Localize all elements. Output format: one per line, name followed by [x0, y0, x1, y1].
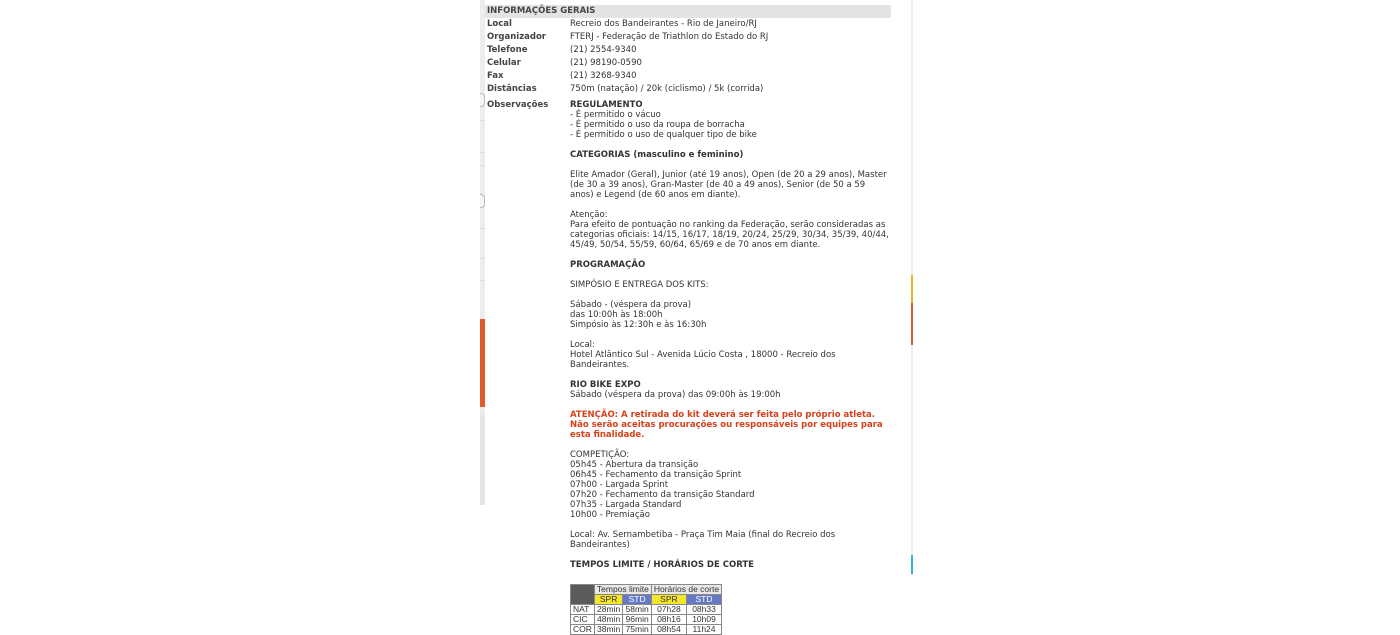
yellow-accent-bar — [911, 275, 913, 303]
info-label: Telefone — [487, 45, 528, 55]
sub-header-spr: SPR — [651, 595, 686, 605]
info-row-telefone — [485, 44, 891, 57]
local-text: Hotel Atlântico Sul - Avenida Lúcio Costa , 18000 - Recreio dos Bandeirantes. — [570, 350, 836, 370]
cell: 28min — [594, 605, 622, 615]
tempos-title: TEMPOS LIMITE / HORÁRIOS DE CORTE — [570, 560, 754, 570]
info-value: (21) 3268-9340 — [570, 71, 637, 81]
group-header: Horários de corte — [651, 585, 721, 595]
cell: 08h16 — [651, 615, 686, 625]
simposio-line: Sábado - (véspera da prova) — [570, 300, 692, 310]
blue-accent-bar — [911, 555, 913, 574]
info-row-observacoes — [485, 96, 891, 635]
simposio-line: Simpósio às 12:30h e às 16:30h — [570, 320, 707, 330]
info-row-celular — [485, 57, 891, 70]
competicao-line: 06h45 - Fechamento da transição Sprint — [570, 470, 742, 480]
cell: 38min — [594, 625, 622, 635]
row-header: COR — [571, 625, 595, 635]
sub-header-spr: SPR — [594, 595, 622, 605]
info-row-fax — [485, 70, 891, 83]
info-label: Celular — [487, 58, 521, 68]
competicao-line: 07h00 - Largada Sprint — [570, 480, 669, 490]
info-table — [485, 18, 891, 635]
cell: 11h24 — [686, 625, 721, 635]
competicao-line: 10h00 - Premiação — [570, 510, 650, 520]
table-row — [571, 615, 722, 625]
atencao-text: Para efeito de pontuação no ranking da Federação, serão consideradas as categorias oficiais: 14/15, 16/17, 18/19, 20/24, 25/29, 30/34, 35/39, 40/44, 45/49, 50/54, 55/59, 60/64, 65/69 e de 70 anos em diante. — [570, 220, 889, 250]
expo-title: RIO BIKE EXPO — [570, 380, 641, 390]
cutoff-table — [570, 584, 722, 635]
right-page-edge — [911, 0, 913, 575]
table-row — [571, 625, 722, 635]
info-value: (21) 2554-9340 — [570, 45, 637, 55]
table-row — [571, 605, 722, 615]
info-label: Distâncias — [487, 84, 537, 94]
cell: 08h54 — [651, 625, 686, 635]
info-label: Local — [487, 19, 512, 29]
cell: 96min — [623, 615, 651, 625]
row-header: NAT — [571, 605, 595, 615]
simposio-title: SIMPÓSIO E ENTREGA DOS KITS: — [570, 280, 709, 290]
event-info-panel — [485, 5, 891, 635]
info-label: Fax — [487, 71, 504, 81]
info-label: Organizador — [487, 32, 547, 42]
competicao-line: 07h35 - Largada Standard — [570, 500, 682, 510]
regulamento-item: - É permitido o vácuo — [570, 110, 661, 120]
table-corner — [571, 585, 595, 605]
cell: 58min — [623, 605, 651, 615]
info-value: (21) 98190-0590 — [570, 58, 642, 68]
competicao-title: COMPETIÇÃO: — [570, 450, 630, 460]
programacao-title: PROGRAMAÇÃO — [570, 260, 646, 270]
info-label: Observações — [487, 100, 549, 110]
orange-accent-bar — [911, 303, 913, 345]
sub-header-std: STD — [686, 595, 721, 605]
categorias-title: CATEGORIAS (masculino e feminino) — [570, 150, 744, 160]
info-value: Recreio dos Bandeirantes - Rio de Janeiro/RJ — [570, 19, 757, 29]
info-row-distancias — [485, 83, 891, 96]
local-label: Local: — [570, 340, 595, 350]
info-row-organizador — [485, 31, 891, 44]
sub-header-std: STD — [623, 595, 651, 605]
cell: 07h28 — [651, 605, 686, 615]
expo-text: Sábado (véspera da prova) das 09:00h às 19:00h — [570, 390, 781, 400]
atencao-label: Atenção: — [570, 210, 608, 220]
info-value: FTERJ - Federação de Triathlon do Estado do RJ — [570, 32, 769, 42]
cell: 75min — [623, 625, 651, 635]
competicao-line: 07h20 - Fechamento da transição Standard — [570, 490, 755, 500]
simposio-line: das 10:00h às 18:00h — [570, 310, 663, 320]
row-header: CIC — [571, 615, 595, 625]
observacoes-content — [570, 96, 891, 635]
regulamento-item: - É permitido o uso da roupa de borracha — [570, 120, 745, 130]
regulamento-title: REGULAMENTO — [570, 100, 643, 110]
cell: 10h09 — [686, 615, 721, 625]
cell: 08h33 — [686, 605, 721, 615]
cell: 48min — [594, 615, 622, 625]
group-header: Tempos limite — [594, 585, 651, 595]
categorias-text: Elite Amador (Geral), Junior (até 19 anos), Open (de 20 a 29 anos), Master (de 30 a 39 anos), Gran-Master (de 40 a 49 anos), Senior (de 50 a 59 anos) e Legend (de 60 anos em diante). — [570, 170, 887, 200]
competicao-local: Local: Av. Sernambetiba - Praça Tim Maia (final do Recreio dos Bandeirantes) — [570, 530, 836, 550]
info-value: 750m (natação) / 20k (ciclismo) / 5k (corrida) — [570, 84, 764, 94]
competicao-line: 05h45 - Abertura da transição — [570, 460, 699, 470]
section-title: INFORMAÇÕES GERAIS — [485, 5, 891, 18]
regulamento-item: - É permitido o uso de qualquer tipo de bike — [570, 130, 757, 140]
info-row-local — [485, 18, 891, 31]
kit-warning: ATENÇÃO: A retirada do kit deverá ser feita pelo próprio atleta. Não serão aceitas procurações ou responsáveis por equipes para esta finalidade. — [570, 410, 883, 440]
